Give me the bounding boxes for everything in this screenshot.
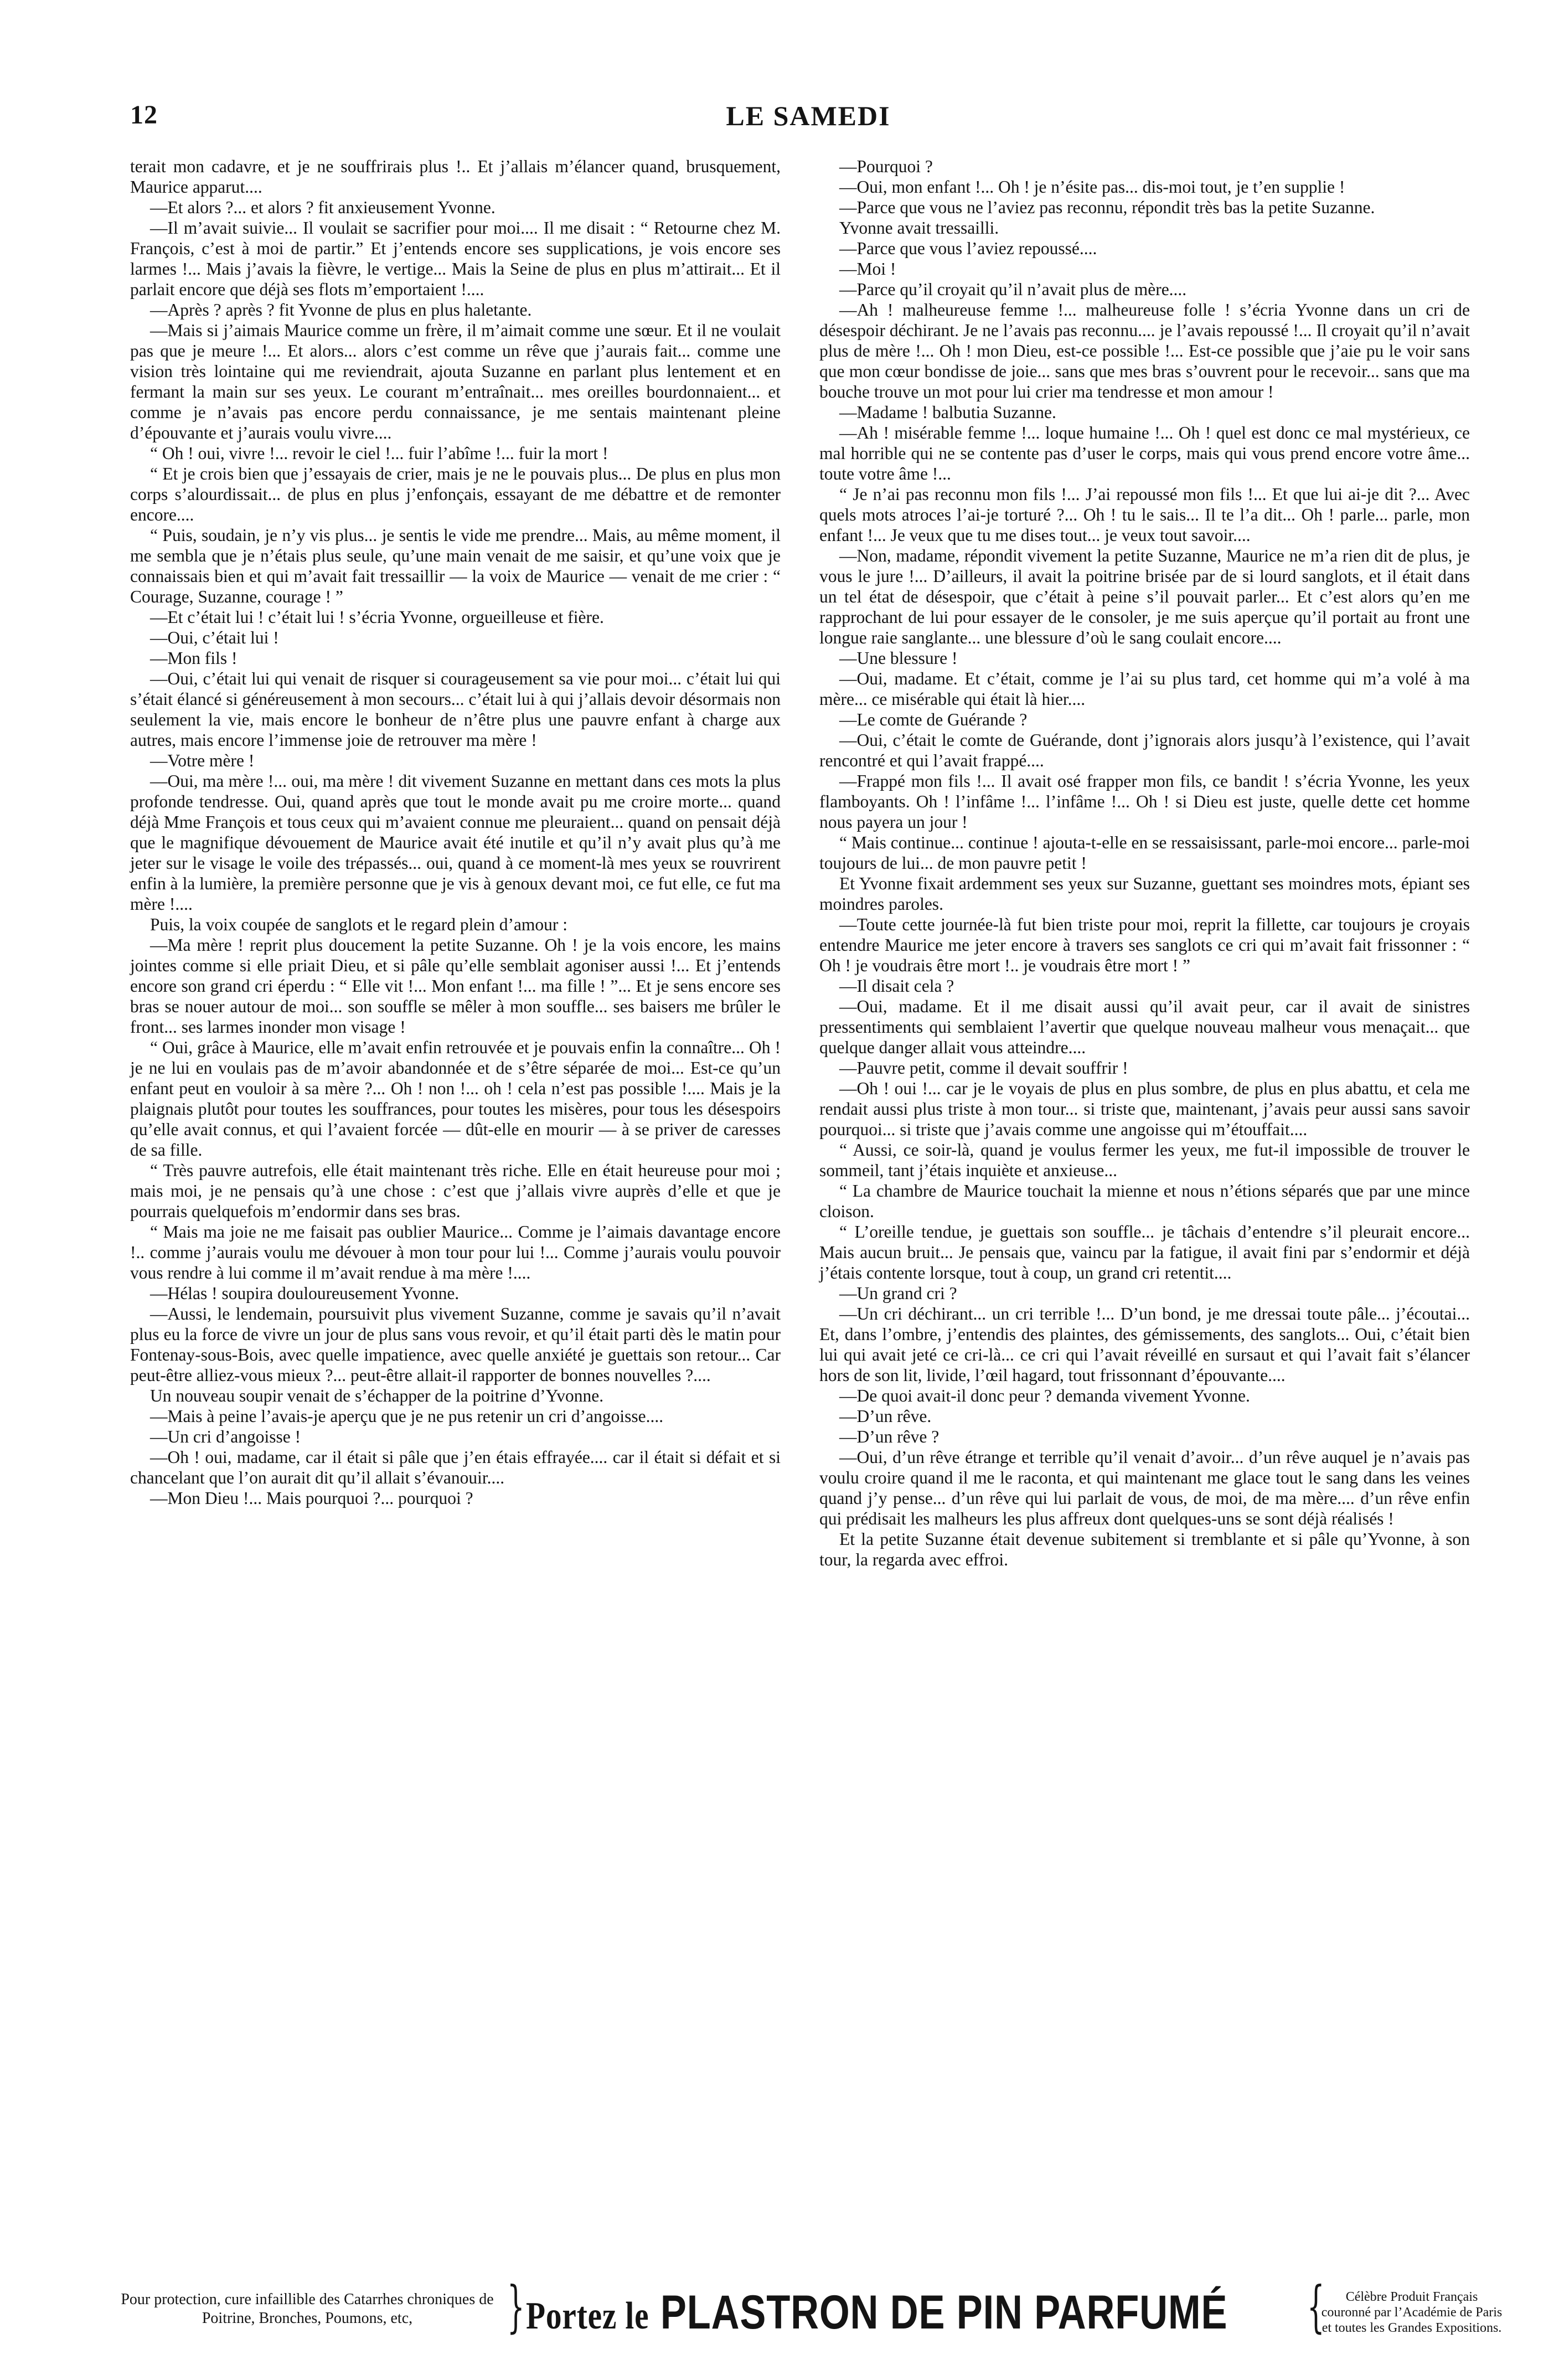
paragraph: —D’un rêve. [839,1407,932,1426]
paragraph: —Le comte de Guérande ? [839,710,1028,729]
paragraph: “ Oui, grâce à Maurice, elle m’avait enfin retrouvée et je pouvais enfin la connaître... Oh ! je ne lui en voulais pas de m’avoir abandonnée et de s’être séparée de moi... Est-ce qu’un enfant peut en vouloir à sa mère ?... Oh ! non !... oh ! cela n’est pas possible !.... Mais je la plaignais plutôt pour toutes les souffrances, pour toutes les misères, pour tous les désespoirs qu’elle avait connus, et qui l’avaient forcée — dût-elle en mourir — à se priver de caresses de sa fille. [130,1038,781,1160]
paragraph: —Et c’était lui ! c’était lui ! s’écria Yvonne, orgueilleuse et fière. [150,607,604,627]
paragraph: —Parce que vous ne l’aviez pas reconnu, répondit très bas la petite Suzanne. [839,198,1375,217]
paragraph: Un nouveau soupir venait de s’échapper de la poitrine d’Yvonne. [150,1386,604,1405]
ad-right-text: Célèbre Produit Français couronné par l’Académie de Paris et toutes les Grandes Expositions. [1321,2290,1503,2335]
paragraph: —De quoi avait-il donc peur ? demanda vivement Yvonne. [839,1386,1250,1405]
paragraph: —Oui, madame. Et il me disait aussi qu’il avait peur, car il avait de sinistres pressentiments qui semblaient l’avertir que quelque nouveau malheur vous menaçait... que quelque danger allait vous atteindre.... [819,997,1470,1057]
paragraph: —Une blessure ! [839,648,958,668]
paragraph: —Non, madame, répondit vivement la petite Suzanne, Maurice ne m’a rien dit de plus, je vous le jure !... D’ailleurs, il avait la poitrine brisée par de si lourd sanglots, et il était dans un tel état de désespoir, que c’était à peine s’il pouvait parler... Et c’est alors qu’en me rapprochant de lui pour essayer de le consoler, je me suis aperçue qu’il portait au front une longue raie sanglante... une blessure d’où le sang coulait encore.... [819,546,1470,647]
paragraph: “ La chambre de Maurice touchait la mienne et nous n’étions séparés que par une mince cloison. [819,1181,1470,1221]
paragraph: —Ah ! malheureuse femme !... malheureuse folle ! s’écria Yvonne dans un cri de désespoir déchirant. Je ne l’avais pas reconnu.... je l’avais repoussé !... Il croyait qu’il n’avait plus de mère !... Oh ! mon Dieu, est-ce possible !... Est-ce possible que j’aie pu le voir sans que mon cœur bondisse de joie... sans que mes bras s’ouvrent pour le recevoir... sans que ma bouche trouve un mot pour lui crier ma tendresse et mon amour ! [819,300,1470,401]
paragraph: “ Mais continue... continue ! ajouta-t-elle en se ressaisissant, parle-moi encore... parle-moi toujours de lui... de mon pauvre petit ! [819,833,1470,873]
ad-right-brace: { [1307,2274,1325,2339]
paragraph: —Madame ! balbutia Suzanne. [839,403,1056,422]
paragraph: —Un grand cri ? [839,1284,957,1303]
paragraph: —Mais à peine l’avais-je aperçu que je ne pus retenir un cri d’angoisse.... [150,1407,664,1426]
page-number: 12 [130,100,158,130]
paragraph: —Oh ! oui !... car je le voyais de plus en plus sombre, de plus en plus abattu, et cela me rendait aussi plus triste à mon tour... si triste que, maintenant, j’avais peur aussi sans savoir pourquoi... si triste que j’avais comme une angoisse qui m’étouffait.... [819,1079,1470,1139]
paragraph: —Votre mère ! [150,751,255,770]
paragraph: —Ma mère ! reprit plus doucement la petite Suzanne. Oh ! je la vois encore, les mains jointes comme si elle priait Dieu, et si pâle qu’elle semblait agoniser aussi !... Et j’entends encore son grand cri éperdu : “ Elle vit !... Mon enfant !... ma fille ! ”... Et je sens encore ses bras se nouer autour de moi... son souffle se mêler à mon souffle... ses baisers me brûler le front... ses larmes inonder mon visage ! [130,935,781,1037]
paragraph: —Parce que vous l’aviez repoussé.... [839,239,1097,258]
paragraph: Yvonne avait tressailli. [839,218,999,238]
paragraph: —Pauvre petit, comme il devait souffrir ! [839,1058,1128,1078]
paragraph: —Oui, c’était lui ! [150,628,279,647]
journal-title: LE SAMEDI [726,100,891,131]
paragraph: “ Et je crois bien que j’essayais de crier, mais je ne le pouvais plus... De plus en plus mon corps s’alourdissait... de plus en plus j’enfonçais, essayant de me débattre et de remonter encore.... [130,464,781,524]
paragraph: —Mon fils ! [150,648,238,668]
paragraph: —Moi ! [839,259,896,279]
paragraph: —Il m’avait suivie... Il voulait se sacrifier pour moi.... Il me disait : “ Retourne chez M. François, c’est à moi de partir.” Et j’entends encore ses supplications, je vois encore ses larmes !... Mais j’avais la fièvre, le vertige... Mais la Seine de plus en plus m’attirait... Et il parlait encore que déjà ses flots m’emportaient !.... [130,218,781,299]
paragraph: Puis, la voix coupée de sanglots et le regard plein d’amour : [150,915,568,934]
paragraph: —Oui, d’un rêve étrange et terrible qu’il venait d’avoir... d’un rêve auquel je n’avais pas voulu croire quand il me le raconta, et qui maintenant me glace tout le sang dans les veines quand j’y pense... d’un rêve qui lui parlait de vous, de moi, de ma mère.... d’un rêve enfin qui prédisait les malheurs les plus affreux dont quelques-uns se sont déjà réalisés ! [819,1447,1470,1528]
paragraph: terait mon cadavre, et je ne souffrirais plus !.. Et j’allais m’élancer quand, brusquement, Maurice apparut.... [130,157,781,197]
paragraph: —Mon Dieu !... Mais pourquoi ?... pourquoi ? [150,1488,473,1508]
paragraph: —Pourquoi ? [839,157,933,176]
paragraph: —Oui, c’était le comte de Guérande, dont j’ignorais alors jusqu’à l’existence, qui l’avait rencontré et qui l’avait frappé.... [819,730,1470,770]
paragraph: “ Je n’ai pas reconnu mon fils !... J’ai repoussé mon fils !... Et que lui ai-je dit ?... Avec quels mots atroces l’ai-je torturé ?... Oh ! tu le sais... Il te l’a dit... Oh ! parle... parle, mon enfant !... Je veux que tu me dises tout... je veux tout savoir.... [819,485,1470,545]
paragraph: “ Aussi, ce soir-là, quand je voulus fermer les yeux, me fut-il impossible de trouver le sommeil, tant j’étais inquiète et anxieuse... [819,1140,1470,1180]
paragraph: Et la petite Suzanne était devenue subitement si tremblante et si pâle qu’Yvonne, à son tour, la regarda avec effroi. [819,1529,1470,1569]
paragraph: —D’un rêve ? [839,1427,940,1446]
paragraph: —Après ? après ? fit Yvonne de plus en plus haletante. [150,300,532,320]
paragraph: “ Oh ! oui, vivre !... revoir le ciel !... fuir l’abîme !... fuir la mort ! [150,444,608,463]
ad-left-text: Pour protection, cure infaillible des Catarrhes chroniques de Poitrine, Bronches, Poumons, etc, [121,2291,494,2327]
paragraph: —Hélas ! soupira douloureusement Yvonne. [150,1284,460,1303]
paragraph: “ L’oreille tendue, je guettais son souffle... je tâchais d’entendre s’il pleurait encore... Mais aucun bruit... Je pensais que, vaincu par la fatigue, il avait fini par s’endormir et déjà j’étais contente lorsque, tout à coup, un grand cri retentit.... [819,1222,1470,1282]
paragraph: —Oui, madame. Et c’était, comme je l’ai su plus tard, cet homme qui m’a volé à ma mère... ce misérable qui était là hier.... [819,669,1470,709]
paragraph: —Oui, ma mère !... oui, ma mère ! dit vivement Suzanne en mettant dans ces mots la plus profonde tendresse. Oui, quand après que tout le monde avait pu me croire morte... quand déjà Mme François et tous ceux qui m’avaient connue me pleuraient... quand on pensait déjà que le magnifique dévouement de Maurice avait été inutile et qu’il n’y avait plus qu’à me jeter sur le visage le voile des trépassés... oui, quand à ce moment-là mes yeux se rouvrirent enfin à la lumière, la première personne que je vis à genoux devant moi, ce fut elle, ce fut ma mère !.... [130,771,781,914]
paragraph: —Un cri d’angoisse ! [150,1427,301,1446]
paragraph: —Ah ! misérable femme !... loque humaine !... Oh ! quel est donc ce mal mystérieux, ce mal horrible qui ne se contente pas d’user le corps, mais qui vous prend encore votre âme... toute votre âme !... [819,423,1470,483]
paragraph: —Aussi, le lendemain, poursuivit plus vivement Suzanne, comme je savais qu’il n’avait plus eu la force de vivre un jour de plus sans vous revoir, et qu’il était parti dès le matin pour Fontenay-sous-Bois, avec quelle impatience, avec quelle anxiété je guettais son retour... Car peut-être alliez-vous mieux ?... peut-être allait-il rapporter de bonnes nouvelles ?.... [130,1304,781,1385]
footer-advertisement [116,2274,1503,2352]
ad-left-brace: } [507,2274,525,2339]
paragraph: —Il disait cela ? [839,976,954,996]
paragraph: —Oui, mon enfant !... Oh ! je n’ésite pas... dis-moi tout, je t’en supplie ! [839,177,1345,197]
paragraph: “ Puis, soudain, je n’y vis plus... je sentis le vide me prendre... Mais, au même moment, il me sembla que je n’étais plus seule, qu’une main venait de me saisir, et qu’une voix que je connaissais bien et qui m’avait fait tressaillir — la voix de Maurice — venait de me crier : “ Courage, Suzanne, courage ! ” [130,526,781,606]
page-header [122,100,1495,144]
paragraph: —Parce qu’il croyait qu’il n’avait plus de mère.... [839,280,1187,299]
paragraph: —Et alors ?... et alors ? fit anxieusement Yvonne. [150,198,495,217]
paragraph: Et Yvonne fixait ardemment ses yeux sur Suzanne, guettant ses moindres mots, épiant ses moindres paroles. [819,874,1470,914]
paragraph: —Toute cette journée-là fut bien triste pour moi, reprit la fillette, car toujours je croyais entendre Maurice me jeter encore à travers ses sanglots ce cri qui m’avait fait frissonner : “ Oh ! je voudrais être mort !.. je voudrais être mort ! ” [819,915,1470,975]
paragraph: —Oui, c’était lui qui venait de risquer si courageusement sa vie pour moi... c’était lui qui s’était élancé si généreusement à mon secours... c’était lui à qui j’allais devoir désormais non seulement la vie, mais encore le bonheur de n’être plus une pauvre enfant à charge aux autres, mais encore l’immense joie de retrouver ma mère ! [130,669,781,750]
ad-product-name: PLASTRON DE PIN PARFUMÉ [660,2286,1228,2339]
paragraph: —Oh ! oui, madame, car il était si pâle que j’en étais effrayée.... car il était si défait et si chancelant que l’on aurait dit qu’il allait s’évanouir.... [130,1447,781,1487]
paragraph: —Frappé mon fils !... Il avait osé frapper mon fils, ce bandit ! s’écria Yvonne, les yeux flamboyants. Oh ! l’infâme !... l’infâme !... Oh ! si Dieu est juste, quelle dette cet homme nous payera un jour ! [819,771,1470,832]
right-text-column [819,156,1470,1570]
paragraph: —Un cri déchirant... un cri terrible !... D’un bond, je me dressai toute pâle... j’écoutai... Et, dans l’ombre, j’entendis des plaintes, des gémissements, des sanglots... Oui, c’était bien lui qui avait jeté ce cri-là... ce cri qui l’avait réveillé en sursaut et qui l’avait fait s’élancer hors de son lit, livide, l’œil hagard, tout frissonnant d’épouvante.... [819,1304,1470,1385]
paragraph: “ Très pauvre autrefois, elle était maintenant très riche. Elle en était heureuse pour moi ; mais moi, je ne pensais qu’à une chose : c’est que j’allais vivre auprès d’elle et que je pourrais quelquefois m’endormir dans ses bras. [130,1161,781,1221]
left-text-column [130,156,781,1508]
paragraph: “ Mais ma joie ne me faisait pas oublier Maurice... Comme je l’aimais davantage encore !.. comme j’aurais voulu me dévouer à mon tour pour lui !... Comme j’aurais voulu pouvoir vous rendre à lui comme il m’avait rendue à ma mère !.... [130,1222,781,1282]
ad-product-line [526,2287,1227,2342]
paragraph: —Mais si j’aimais Maurice comme un frère, il m’aimait comme une sœur. Et il ne voulait pas que je meure !... Et alors... alors c’est comme un rêve que j’aurais fait... comme une vision très lointaine qui me reviendrait, ajouta Suzanne en parlant plus lentement et en fermant la main sur ses yeux. Le courant m’entraînait... mes oreilles bourdonnaient... et comme je n’avais pas encore perdu connaissance, je me sentais maintenant pleine d’épouvante et j’aurais voulu vivre.... [130,321,781,442]
ad-main-prefix: Portez le [526,2295,649,2337]
